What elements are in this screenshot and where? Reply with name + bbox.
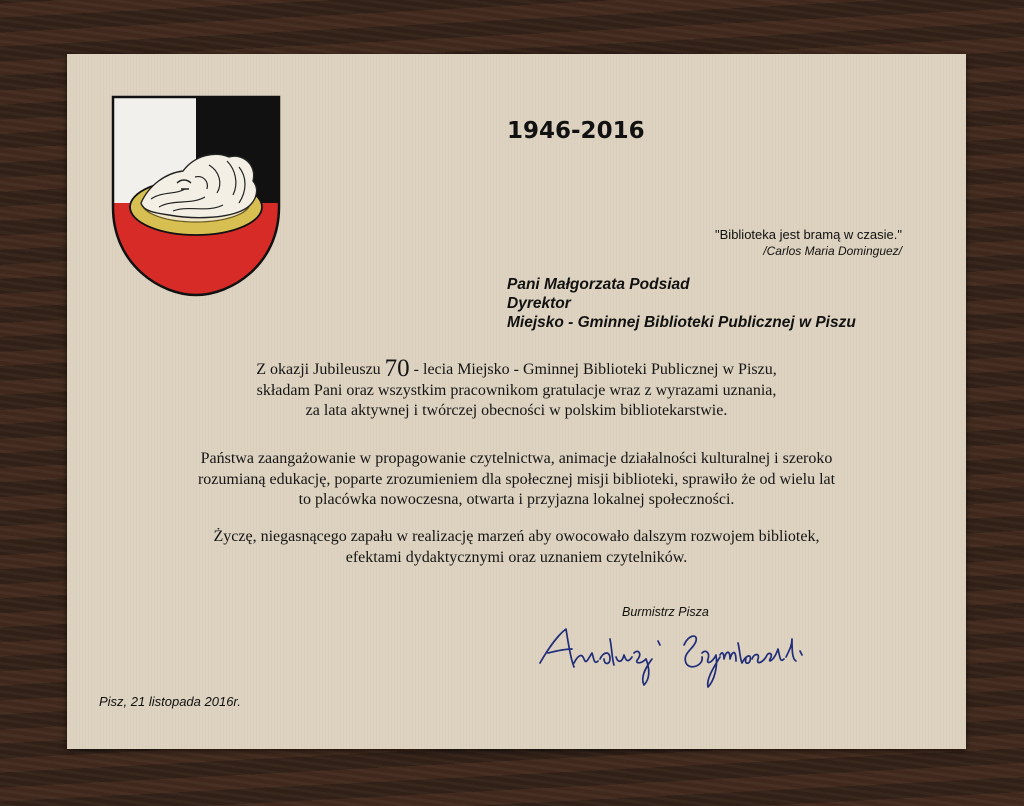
quote-text: "Biblioteka jest bramą w czasie.": [715, 227, 902, 242]
anniversary-years: 1946-2016: [507, 118, 645, 144]
place-and-date: Pisz, 21 listopada 2016r.: [99, 694, 241, 709]
coat-of-arms-icon: [111, 95, 281, 300]
signatory-role: Burmistrz Pisza: [622, 605, 709, 619]
jubilee-number: 70: [384, 355, 410, 382]
certificate-card: [67, 54, 966, 749]
jubilee-continuation: - lecia Miejsko - Gminnej Biblioteki Publicznej w Piszu,: [413, 361, 777, 378]
paragraph-line: rozumianą edukację, poparte zrozumieniem dla społecznej misji biblioteki, sprawiło że od wielu lat: [197, 470, 836, 488]
quote-author: /Carlos Maria Dominguez/: [763, 244, 902, 258]
paragraph-wishes: [107, 527, 926, 568]
recipient-name: Pani Małgorzata Podsiad: [507, 276, 690, 293]
paragraph-line: Państwa zaangażowanie w propagowanie czytelnictwa, animacje działalności kulturalnej i szeroko: [200, 450, 833, 467]
quote-block: [715, 227, 902, 258]
paragraph-line: Życzę, niegasnącego zapału w realizację marzeń aby owocowało dalszym rozwojem bibliotek,: [213, 528, 820, 545]
handwritten-signature-icon: [534, 619, 809, 694]
paragraph-line: efektami dydaktycznymi oraz uznaniem czytelników.: [345, 548, 688, 566]
recipient-title: Dyrektor: [507, 295, 571, 312]
recipient-block: [507, 275, 856, 332]
paragraph-congratulations: [107, 355, 926, 422]
paragraph-engagement: [107, 449, 926, 511]
recipient-institution: Miejsko - Gminnej Biblioteki Publicznej w Piszu: [507, 314, 856, 331]
jubilee-intro: Z okazji Jubileuszu: [256, 361, 381, 378]
paragraph-line: [107, 355, 926, 382]
paragraph-line: składam Pani oraz wszystkim pracownikom gratulacje wraz z wyrazami uznania,: [256, 381, 777, 399]
paragraph-line: to placówka nowoczesna, otwarta i przyjazna lokalnej społeczności.: [298, 491, 735, 508]
paragraph-line: za lata aktywnej i twórczej obecności w polskim bibliotekarstwie.: [305, 402, 728, 419]
